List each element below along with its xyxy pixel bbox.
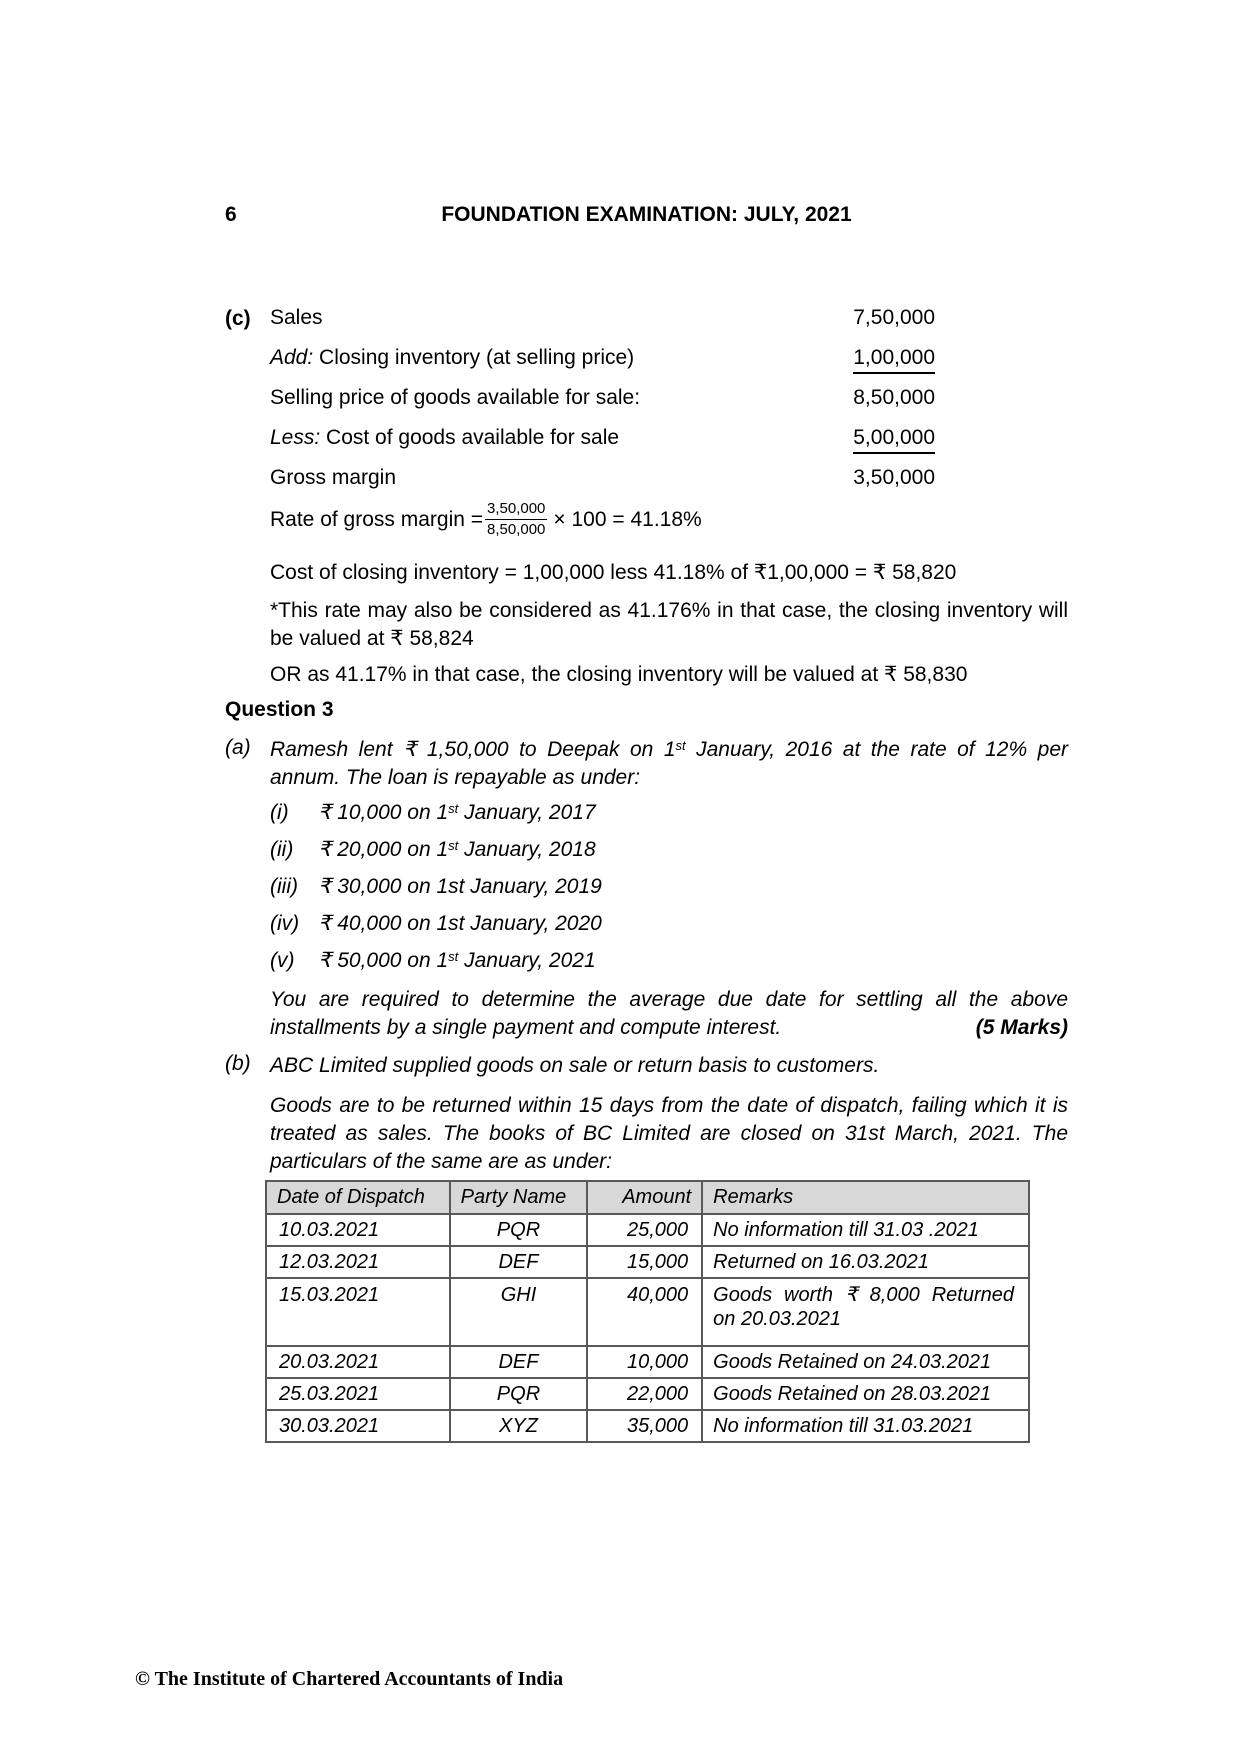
list-item — [270, 799, 602, 836]
line-item-row — [270, 418, 1068, 458]
list-item-text: ₹ 30,000 on 1st January, 2019 — [318, 875, 602, 898]
alternate-rate-line: OR as 41.17% in that case, the closing inventory will be valued at ₹ 58,830 — [270, 663, 968, 686]
list-item-label: (ii) — [270, 838, 294, 861]
table-row — [266, 1346, 1029, 1378]
gross-margin-rate-formula — [270, 500, 702, 539]
line-item-row — [270, 298, 1068, 338]
table-row — [266, 1378, 1029, 1410]
formula-result: × 100 = 41.18% — [553, 507, 702, 531]
table-row — [266, 1214, 1029, 1246]
footer-copyright: © The Institute of Chartered Accountants of India — [135, 1668, 564, 1690]
party-cell: PQR — [450, 1378, 588, 1410]
line-item-row — [270, 378, 1068, 418]
part-b-paragraph: Goods are to be returned within 15 days from the date of dispatch, failing which it is treated as sales. The books of BC Limited are closed on 31st March, 2021. The particulars of the same are as under: — [270, 1094, 1068, 1173]
line-item-prefix: Add: — [270, 346, 314, 369]
fraction — [485, 500, 547, 539]
remarks-cell: No information till 31.03 .2021 — [702, 1214, 1029, 1246]
page-number: 6 — [225, 203, 237, 226]
list-item-text: ₹ 40,000 on 1st January, 2020 — [318, 912, 602, 935]
list-item-text: ₹ 50,000 on 1st January, 2021 — [318, 949, 596, 972]
dispatch-table — [265, 1180, 1030, 1443]
question-3-heading: Question 3 — [225, 698, 334, 721]
table-row — [266, 1278, 1029, 1346]
part-a-intro: Ramesh lent ₹ 1,50,000 to Deepak on 1st January, 2016 at the rate of 12% per annum. The loan is repayable as under: — [270, 738, 1069, 789]
list-item-label: (i) — [270, 801, 289, 824]
party-cell: GHI — [450, 1278, 588, 1346]
line-item-row — [270, 338, 1068, 378]
date-cell: 30.03.2021 — [266, 1410, 450, 1442]
part-a-requirement: You are required to determine the average due date for settling all the above installments by a single payment and compute interest. (5 Marks) — [270, 986, 1068, 1042]
table-row — [266, 1246, 1029, 1278]
line-item-label: Sales — [270, 306, 323, 329]
line-item-label: Cost of goods available for sale — [320, 426, 620, 449]
party-cell: XYZ — [450, 1410, 588, 1442]
list-item-label: (iii) — [270, 875, 298, 898]
ordinal-superscript: st — [448, 949, 459, 964]
part-b-label: (b) — [225, 1052, 251, 1075]
table-header-row — [266, 1181, 1029, 1214]
page-title: FOUNDATION EXAMINATION: JULY, 2021 — [441, 203, 852, 226]
installment-list — [270, 799, 602, 984]
amount-cell: 25,000 — [587, 1214, 702, 1246]
part-b-intro: ABC Limited supplied goods on sale or return basis to customers. — [270, 1054, 880, 1077]
col-header-remarks: Remarks — [702, 1181, 1029, 1214]
party-cell: DEF — [450, 1246, 588, 1278]
part-c-label: (c) — [225, 307, 251, 330]
table-row — [266, 1410, 1029, 1442]
remarks-cell: Returned on 16.03.2021 — [702, 1246, 1029, 1278]
party-cell: PQR — [450, 1214, 588, 1246]
amount-cell: 15,000 — [587, 1246, 702, 1278]
amount-cell: 10,000 — [587, 1346, 702, 1378]
question-3a-block — [225, 736, 1068, 792]
line-item-amount: 8,50,000 — [853, 386, 935, 409]
ordinal-superscript: st — [448, 838, 459, 853]
remarks-cell: Goods worth ₹ 8,000 Returned on 20.03.2021 — [702, 1278, 1029, 1346]
list-item — [270, 836, 602, 873]
formula-prefix: Rate of gross margin = — [270, 507, 484, 531]
remarks-cell: Goods Retained on 28.03.2021 — [702, 1378, 1029, 1410]
fraction-denominator: 8,50,000 — [487, 521, 546, 538]
amount-cell: 22,000 — [587, 1378, 702, 1410]
list-item-label: (v) — [270, 949, 295, 972]
list-item-text: ₹ 20,000 on 1st January, 2018 — [318, 838, 596, 861]
col-header-party: Party Name — [450, 1181, 588, 1214]
list-item — [270, 910, 602, 947]
line-item-amount: 7,50,000 — [853, 306, 935, 329]
fraction-numerator: 3,50,000 — [485, 500, 547, 520]
date-cell: 20.03.2021 — [266, 1346, 450, 1378]
date-cell: 15.03.2021 — [266, 1278, 450, 1346]
line-item-amount: 5,00,000 — [853, 418, 935, 458]
line-item-label: Closing inventory (at selling price) — [313, 346, 635, 369]
date-cell: 25.03.2021 — [266, 1378, 450, 1410]
list-item-label: (iv) — [270, 912, 300, 935]
line-item-prefix: Less: — [270, 426, 321, 449]
list-item-text: ₹ 10,000 on 1st January, 2017 — [318, 801, 596, 824]
party-cell: DEF — [450, 1346, 588, 1378]
list-item — [270, 947, 602, 984]
ordinal-superscript: st — [448, 801, 459, 816]
line-item-label: Gross margin — [270, 466, 397, 489]
line-item-amount: 1,00,000 — [853, 338, 935, 378]
question-3b-block — [225, 1052, 1068, 1080]
line-item-label: Selling price of goods available for sale: — [270, 386, 641, 409]
line-item-amount: 3,50,000 — [853, 466, 935, 489]
rate-note-line: *This rate may also be considered as 41.176% in that case, the closing inventory will be valued at ₹ 58,824 — [270, 599, 1068, 650]
closing-inventory-cost-line: Cost of closing inventory = 1,00,000 less 41.18% of ₹1,00,000 = ₹ 58,820 — [270, 561, 957, 584]
date-cell: 10.03.2021 — [266, 1214, 450, 1246]
part-c-statement — [270, 298, 1068, 498]
part-a-label: (a) — [225, 736, 251, 759]
amount-cell: 35,000 — [587, 1410, 702, 1442]
col-header-amount: Amount — [587, 1181, 702, 1214]
date-cell: 12.03.2021 — [266, 1246, 450, 1278]
ordinal-superscript: st — [675, 738, 686, 753]
marks-badge: (5 Marks) — [975, 1016, 1068, 1039]
list-item — [270, 873, 602, 910]
line-item-row — [270, 458, 1068, 498]
col-header-date: Date of Dispatch — [266, 1181, 450, 1214]
amount-cell: 40,000 — [587, 1278, 702, 1346]
remarks-cell: Goods Retained on 24.03.2021 — [702, 1346, 1029, 1378]
remarks-cell: No information till 31.03.2021 — [702, 1410, 1029, 1442]
